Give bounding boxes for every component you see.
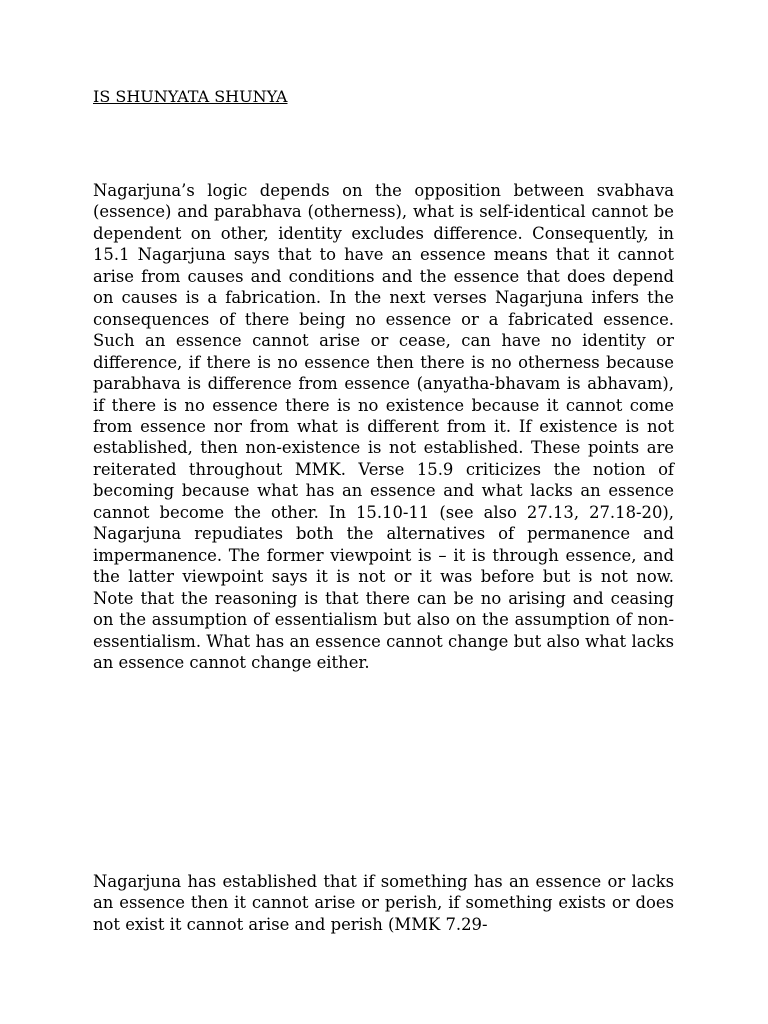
document-title: IS SHUNYATA SHUNYA	[93, 87, 288, 106]
paragraph: Nagarjuna has established that if something has an essence or lacks an essence then it cannot arise or perish, if something exists or does not exist it cannot arise and perish (MMK 7.29-	[93, 872, 674, 934]
paragraph: Nagarjuna’s logic depends on the opposition between svabhava (essence) and parabhava (otherness), what is self-identical cannot be dependent on other, identity excludes difference. Consequently, in 15.1 Nagarjuna says that to have an essence means that it cannot arise from causes and conditions and the essence that does depend on causes is a fabrication. In the next verses Nagarjuna infers the consequences of there being no essence or a fabricated essence. Such an essence cannot arise or cease, can have no identity or difference, if there is no essence then there is no otherness because parabhava is difference from essence (anyatha-bhavam is abhavam), if there is no essence there is no existence because it cannot come from essence nor from what is different from it. If existence is not established, then non-existence is not established. These points are reiterated throughout MMK. Verse 15.9 criticizes the notion of becoming because what has an essence and what lacks an essence cannot become the other. In 15.10-11 (see also 27.13, 27.18-20), Nagarjuna repudiates both the alternatives of permanence and impermanence. The former viewpoint is – it is through essence, and the latter viewpoint says it is not or it was before but is not now. Note that the reasoning is that there can be no arising and ceasing on the assumption of essentialism but also on the assumption of non-essentialism. What has an essence cannot change but also what lacks an essence cannot change either.	[93, 181, 674, 672]
